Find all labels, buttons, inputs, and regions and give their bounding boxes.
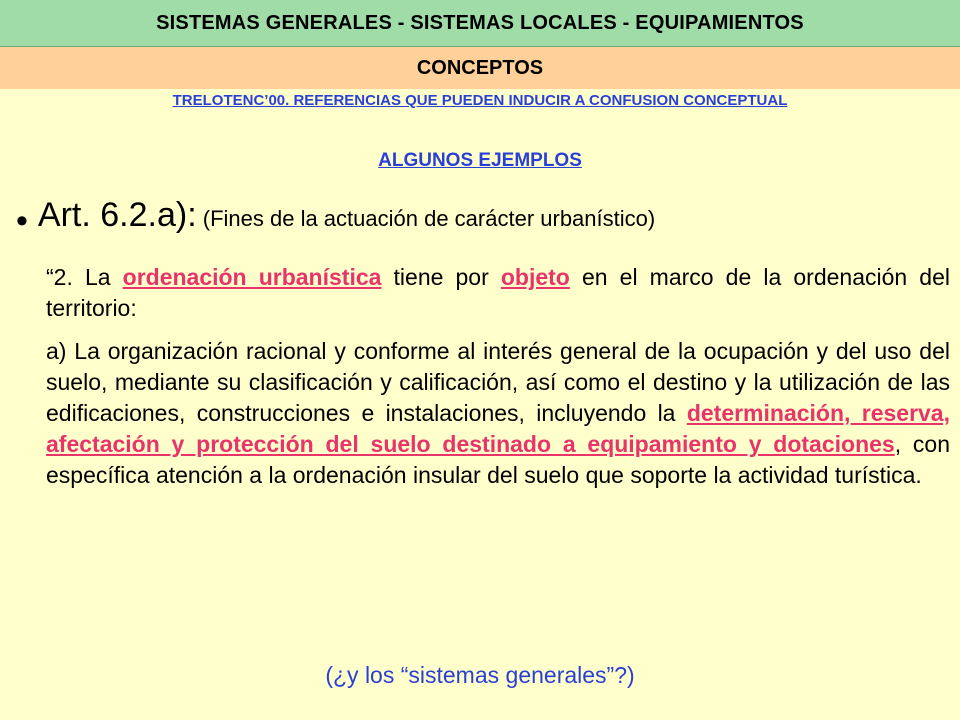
bullet-icon: • [16, 202, 28, 241]
reference-line: TRELOTENC’00. REFERENCIAS QUE PUEDEN INDUCIR A CONFUSION CONCEPTUAL [172, 92, 788, 109]
article-note: (Fines de la actuación de carácter urbanístico) [196, 206, 656, 231]
article-label: Art. 6.2.a): [37, 196, 197, 234]
header-subtitle: CONCEPTOS [416, 56, 544, 79]
paragraph-1-text-1: “2. La [46, 264, 123, 290]
highlight-ordenacion: ordenación urbanística [122, 264, 382, 290]
paragraph-1 [46, 262, 950, 324]
paragraph-1-text-2: tiene por [381, 264, 501, 290]
section-heading: ALGUNOS EJEMPLOS [378, 150, 582, 171]
header-title-bar [0, 0, 960, 47]
paragraph-2-text-1: a) La organización racional y conforme al interés general de la ocupación y del uso del suelo, mediante su clasificación y calificación, así como el destino y la utilización de las edificaciones, construcciones e instalaciones, incluyendo la [46, 338, 950, 426]
highlight-determinacion: determinación, reserva, afectación y protección del suelo destinado a equipamiento y dotaciones [46, 400, 950, 457]
header-subtitle-bar [0, 47, 960, 89]
closing-question: (¿y los “sistemas generales”?) [325, 662, 635, 688]
paragraph-1-text-3: en el marco de la ordenación del territorio: [46, 264, 950, 321]
header-title: SISTEMAS GENERALES - SISTEMAS LOCALES - EQUIPAMIENTOS [156, 11, 804, 34]
article-heading [16, 196, 946, 241]
highlight-objeto: objeto [500, 264, 570, 290]
article-body [46, 262, 950, 503]
paragraph-2 [46, 336, 950, 491]
paragraph-2-text-2: , con específica atención a la ordenación insular del suelo que soporte la actividad turística. [46, 431, 950, 488]
